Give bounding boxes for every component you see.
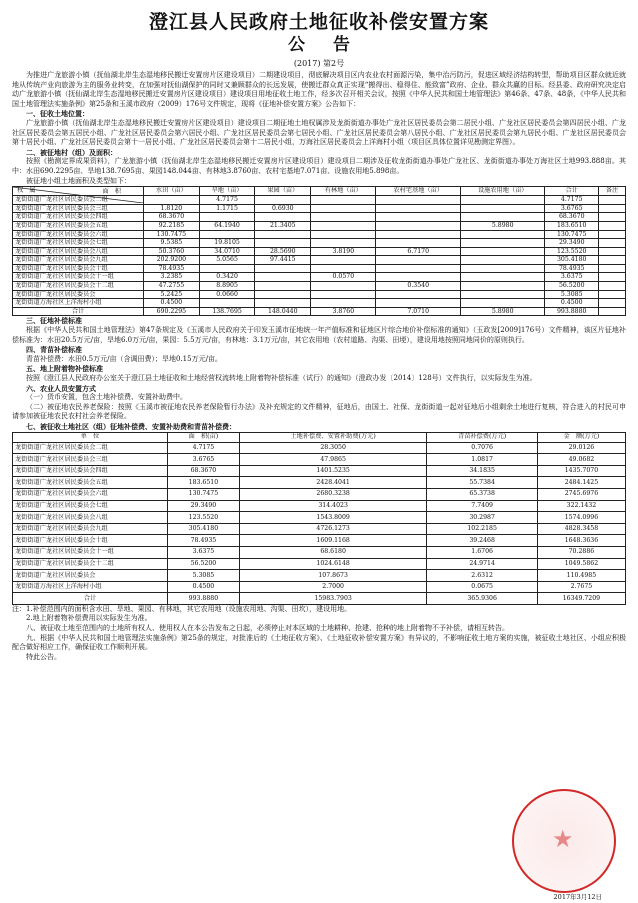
section-2-title: 二、被征地村（组）及面积：: [26, 147, 117, 157]
row-unit-name: 合计: [13, 593, 168, 605]
col-header: 青苗补偿费(万元): [427, 432, 537, 442]
row-unit-name: 龙街街道万海社区上洋海村小组: [13, 299, 144, 308]
table-cell: [599, 196, 626, 205]
table-cell: 1609.1168: [239, 535, 427, 547]
section-4-title: 四、青苗补偿标准: [26, 345, 82, 355]
table-cell: 29.3490: [168, 500, 240, 512]
header-area-label: 面 积: [102, 188, 121, 196]
table-row: [13, 477, 626, 489]
table-cell: [460, 196, 545, 205]
land-area-table-body: [13, 196, 626, 316]
table-row: [13, 290, 626, 299]
table-cell: [255, 213, 311, 222]
row-unit-name: 龙街街道广龙社区居民委员会五组: [13, 477, 168, 489]
table-cell: [599, 247, 626, 256]
table-cell: [460, 230, 545, 239]
table-cell: 29.3490: [545, 239, 599, 248]
table-cell: [255, 299, 311, 308]
table-cell: 3.8190: [311, 247, 376, 256]
table-row: [13, 256, 626, 265]
table-cell: [376, 213, 461, 222]
table-cell: [460, 256, 545, 265]
table-cell: 15983.7903: [239, 593, 427, 605]
table-row: [13, 273, 626, 282]
table-row: [13, 264, 626, 273]
table-cell: 183.6510: [168, 477, 240, 489]
table-cell: 70.2886: [537, 546, 625, 558]
table-cell: 322.1432: [537, 500, 625, 512]
table-cell: [255, 264, 311, 273]
table-cell: 0.6930: [255, 204, 311, 213]
land-area-table: [12, 186, 626, 316]
section-6-item: （一）货币安置，包含土地补偿费、安置补助费中。: [26, 393, 187, 402]
table-cell: 56.5200: [545, 282, 599, 291]
document-number: (2017) 第2号: [293, 59, 345, 68]
col-header: 金 额(万元): [537, 432, 625, 442]
table-cell: 993.8880: [545, 307, 599, 316]
col-header: 有林地（亩）: [311, 187, 376, 196]
row-unit-name: 龙街街道广龙社区居民委员会十组: [13, 535, 168, 547]
table-cell: [599, 264, 626, 273]
section-3-text: 根据《中华人民共和国土地管理法》第47条规定及《玉溪市人民政府关于印发玉溪市征地统一年产值标准和征地区片综合地价补偿标准的通知》（玉政发[2009]176号）文件精神，该区片征地补偿标准为：水田20.5万元/亩，旱地6.0万元/亩，果园：5.5万元/亩，有林地：3.1万元/亩，其它农用地（农村道路、沟渠、田埂），建设用地按照同地同价的原则执行。: [12, 326, 626, 344]
table-cell: 365.9306: [427, 593, 537, 605]
table-row: [13, 230, 626, 239]
table-cell: 305.4180: [168, 523, 240, 535]
table-cell: 202.9200: [144, 256, 200, 265]
table-cell: [599, 299, 626, 308]
table-cell: 0.0570: [311, 273, 376, 282]
table-cell: 50.3760: [144, 247, 200, 256]
table-cell: [376, 221, 461, 230]
row-unit-name: 龙街街道广龙社区居民委员会十一组: [13, 546, 168, 558]
table-cell: 7.0710: [376, 307, 461, 316]
table-cell: [460, 213, 545, 222]
table-cell: 0.3540: [376, 282, 461, 291]
table-cell: 138.7695: [199, 307, 255, 316]
table-cell: 5.8980: [460, 221, 545, 230]
table-cell: 1.0817: [427, 454, 537, 466]
col-header: 备注: [599, 187, 626, 196]
compensation-table-body: [13, 442, 626, 604]
table-cell: [599, 221, 626, 230]
table-cell: 305.4180: [545, 256, 599, 265]
row-unit-name: 龙街街道广龙社区居民委员会十二组: [13, 282, 144, 291]
table-cell: 68.6180: [239, 546, 427, 558]
table-cell: 5.2425: [144, 290, 200, 299]
table-row: [13, 535, 626, 547]
section-6-item: （二）被征地农民养老保险：按照《玉溪市被征地农民养老保险暂行办法》及补充规定的文件精神，征地后，由国土、社保、龙街街道一起对征地后小组剩余土地进行复核，符合进入的村民可申请参加被征地农民农村社会养老保险。: [12, 402, 626, 421]
section-5-title: 五、地上附着物补偿标准: [26, 364, 103, 374]
table-cell: 28.5690: [255, 247, 311, 256]
row-unit-name: 龙街街道广龙社区居民委员会六组: [13, 230, 144, 239]
table-cell: 1435.7070: [537, 465, 625, 477]
table-cell: 78.4935: [545, 264, 599, 273]
table-cell: [199, 299, 255, 308]
table-cell: [460, 239, 545, 248]
table-cell: [460, 264, 545, 273]
table-row: [13, 247, 626, 256]
table-cell: [311, 282, 376, 291]
table-cell: [460, 299, 545, 308]
table-cell: 3.6375: [168, 546, 240, 558]
table-cell: 47.2755: [144, 282, 200, 291]
table-cell: 0.4500: [545, 299, 599, 308]
table-cell: 29.0126: [537, 442, 625, 454]
table-cell: [311, 290, 376, 299]
table-cell: [599, 256, 626, 265]
table-cell: 24.9714: [427, 558, 537, 570]
table-cell: 1543.8009: [239, 512, 427, 524]
table-cell: 64.1940: [199, 221, 255, 230]
table-cell: 1401.5235: [239, 465, 427, 477]
table-cell: [255, 290, 311, 299]
table-cell: 4726.1273: [239, 523, 427, 535]
table-cell: 5.3085: [168, 570, 240, 582]
row-unit-name: 龙街街道广龙社区居民委员会二组: [13, 196, 144, 205]
table-row: [13, 299, 626, 308]
row-unit-name: 龙街街道广龙社区居民委员会三组: [13, 454, 168, 466]
table-cell: [599, 307, 626, 316]
table-cell: 39.2468: [427, 535, 537, 547]
table-cell: [376, 299, 461, 308]
table-header-row: [13, 432, 626, 442]
table-row: [13, 488, 626, 500]
table-cell: 3.8760: [311, 307, 376, 316]
table-cell: [311, 204, 376, 213]
table-cell: [460, 282, 545, 291]
table-cell: 2.7675: [537, 581, 625, 593]
table-cell: 0.4500: [168, 581, 240, 593]
table-cell: 16349.7209: [537, 593, 625, 605]
table-row: [13, 465, 626, 477]
table-cell: 1.6706: [427, 546, 537, 558]
section-5-text: 按照《澄江县人民政府办公室关于澄江县土地征收和土地经营权流转地上附着物补偿标准（试行）的通知》（澄政办发〔2014〕128号）文件执行，以实际发生为准。: [26, 374, 537, 382]
row-unit-name: 龙街街道广龙社区居民委员会: [13, 290, 144, 299]
table-cell: [376, 196, 461, 205]
table-cell: [599, 230, 626, 239]
table-cell: 123.5520: [168, 512, 240, 524]
table-cell: 102.2185: [427, 523, 537, 535]
table-row: [13, 213, 626, 222]
table-cell: [599, 213, 626, 222]
table-cell: [144, 196, 200, 205]
table-cell: 3.6375: [545, 273, 599, 282]
table-header-row: [13, 187, 626, 196]
table-cell: 993.8880: [168, 593, 240, 605]
table-cell: [376, 290, 461, 299]
table-cell: 68.3670: [168, 465, 240, 477]
section-2-text: 按照《勘测定界成果资料》，广龙旅游小镇（抚仙湖北岸生态湿地移民搬迁安置房片区建设项目）建设项目二期涉及征收龙街街道办事处广龙社区、龙街街道办事处万海社区土地993.888亩。其中：水田690.2295亩、旱地138.7695亩、果园148.044亩、有林地3.8760亩、农村宅基地7.071亩、设施农用地5.898亩。: [12, 157, 626, 175]
table-row: [13, 546, 626, 558]
table-cell: 4.7175: [199, 196, 255, 205]
table-cell: 1648.3636: [537, 535, 625, 547]
table-cell: 1024.6148: [239, 558, 427, 570]
table-cell: [376, 256, 461, 265]
table-cell: 55.7384: [427, 477, 537, 489]
note-line: 特此公告。: [12, 652, 61, 661]
table-cell: [460, 247, 545, 256]
table-1-caption: 被征地小组土地面积及类型如下：: [26, 176, 131, 185]
row-unit-name: 龙街街道广龙社区居民委员会九组: [13, 256, 144, 265]
table-cell: [255, 239, 311, 248]
table-cell: [460, 290, 545, 299]
table-cell: [376, 264, 461, 273]
section-7-title: 七、被征收土地社区（组）征地补偿费、安置补助费和青苗补偿费：: [26, 421, 236, 431]
row-unit-name: 龙街街道广龙社区居民委员会八组: [13, 512, 168, 524]
section-6-title: 六、农业人员安置方式: [26, 383, 96, 393]
table-cell: 4828.3458: [537, 523, 625, 535]
table-cell: [311, 299, 376, 308]
table-cell: [311, 213, 376, 222]
intro-paragraph: 为推进广龙旅游小镇（抚仙湖北岸生态湿地移民搬迁安置房片区建设项目）二期建设项目，彻底解决项目区内农业农村面源污染，集中治污防污，促进区域经济结构转型，帮助项目区群众就近就地从传统产业向旅游为主的服务业转变，在加强对抚仙湖保护的同时又兼顾群众的长远发展，使搬迁群众真正实现“搬得出、稳得住、能致富”政府、企业、群众共赢的目标。经县委、政府研究决定启动广龙旅游小镇（抚仙湖北岸生态湿地移民搬迁安置房片区建设项目）建设项目用地征收土地工作，经多次召开相关会议，按照《中华人民共和国土地管理法》第46条、47条、48条，《中华人民共和国土地管理法实施条例》第25条和玉溪市政府（2009）176号文件规定，现将《征地补偿安置方案》公告如下：: [12, 71, 626, 108]
row-unit-name: 龙街街道广龙社区居民委员会八组: [13, 247, 144, 256]
table-cell: [376, 230, 461, 239]
table-row: [13, 221, 626, 230]
col-header: 果园（亩）: [255, 187, 311, 196]
table-cell: [599, 239, 626, 248]
row-unit-name: 龙街街道广龙社区居民委员会九组: [13, 523, 168, 535]
table-cell: 3.6765: [545, 204, 599, 213]
table-cell: 34.0710: [199, 247, 255, 256]
table-row: [13, 454, 626, 466]
section-1-title: 一、征收土地位置：: [26, 109, 89, 119]
table-cell: 1.8120: [144, 204, 200, 213]
notes-block: [12, 605, 626, 663]
row-unit-name: 龙街街道广龙社区居民委员会七组: [13, 239, 144, 248]
table-cell: 65.3738: [427, 488, 537, 500]
row-unit-name: 龙街街道广龙社区居民委员会六组: [13, 488, 168, 500]
page-title: 澄江县人民政府土地征收补偿安置方案: [148, 11, 489, 33]
table-cell: 2680.3238: [239, 488, 427, 500]
row-unit-name: 龙街街道万海社区上洋海村小组: [13, 581, 168, 593]
note-line: 2.地上附着物补偿费用以实际发生为准。: [12, 614, 152, 623]
row-unit-name: 龙街街道广龙社区居民委员会四组: [13, 213, 144, 222]
row-unit-name: 龙街街道广龙社区居民委员会十二组: [13, 558, 168, 570]
table-cell: [255, 230, 311, 239]
table-cell: 56.5200: [168, 558, 240, 570]
row-unit-name: 龙街街道广龙社区居民委员会十组: [13, 264, 144, 273]
table-cell: [255, 273, 311, 282]
table-row: [13, 239, 626, 248]
seal-star-icon: ★: [552, 825, 574, 853]
row-unit-name: 龙街街道广龙社区居民委员会四组: [13, 465, 168, 477]
table-cell: 5.8980: [460, 307, 545, 316]
table-cell: [376, 239, 461, 248]
table-cell: 690.2295: [144, 307, 200, 316]
table-cell: 1.1715: [199, 204, 255, 213]
row-unit-name: 龙街街道广龙社区居民委员会十一组: [13, 273, 144, 282]
table-cell: 123.5520: [545, 247, 599, 256]
page-subtitle: 公告: [288, 35, 378, 55]
table-cell: [599, 273, 626, 282]
header-owner-label: 权 属: [17, 186, 36, 194]
table-cell: 130.7475: [144, 230, 200, 239]
table-row: [13, 442, 626, 454]
table-cell: 0.3420: [199, 273, 255, 282]
table-cell: 78.4935: [144, 264, 200, 273]
table-cell: [311, 256, 376, 265]
table-cell: [255, 282, 311, 291]
row-unit-name: 龙街街道广龙社区居民委员会二组: [13, 442, 168, 454]
table-cell: 3.6765: [168, 454, 240, 466]
row-unit-name: 龙街街道广龙社区居民委员会: [13, 570, 168, 582]
table-cell: [199, 213, 255, 222]
table-row: [13, 558, 626, 570]
table-cell: 92.2185: [144, 221, 200, 230]
table-cell: [311, 230, 376, 239]
table-cell: [311, 196, 376, 205]
table-cell: [311, 239, 376, 248]
table-row: [13, 307, 626, 316]
table-cell: 2484.1425: [537, 477, 625, 489]
col-header: 农村宅基地（亩）: [376, 187, 461, 196]
table-row: [13, 204, 626, 213]
table-cell: 9.5385: [144, 239, 200, 248]
table-cell: [255, 196, 311, 205]
table-cell: 107.8673: [239, 570, 427, 582]
table-cell: [199, 230, 255, 239]
table-row: [13, 282, 626, 291]
table-cell: 0.0675: [427, 581, 537, 593]
table-cell: [376, 204, 461, 213]
table-row: [13, 593, 626, 605]
table-cell: [460, 273, 545, 282]
col-header: 设施农用地（亩）: [460, 187, 545, 196]
table-cell: 4.7175: [168, 442, 240, 454]
table-cell: 28.3050: [239, 442, 427, 454]
header-corner-cell: [13, 187, 144, 196]
compensation-table: [12, 432, 626, 605]
table-cell: [599, 204, 626, 213]
table-cell: 68.3670: [144, 213, 200, 222]
col-header: 单 位: [13, 432, 168, 442]
table-cell: 130.7475: [545, 230, 599, 239]
col-header: 土地补偿费、安置补助费(万元): [239, 432, 427, 442]
table-cell: 0.4500: [144, 299, 200, 308]
row-unit-name: 龙街街道广龙社区居民委员会七组: [13, 500, 168, 512]
table-cell: [311, 264, 376, 273]
table-cell: 1574.0996: [537, 512, 625, 524]
table-row: [13, 523, 626, 535]
table-cell: 7.7409: [427, 500, 537, 512]
section-4-text: 青苗补偿费：水田0.5万元/亩（含调田费）；旱地0.15万元/亩。: [26, 354, 222, 363]
table-cell: 5.0565: [199, 256, 255, 265]
table-cell: 4.7175: [545, 196, 599, 205]
table-cell: 0.7076: [427, 442, 537, 454]
table-cell: 1049.5862: [537, 558, 625, 570]
table-cell: 19.8105: [199, 239, 255, 248]
table-cell: 3.2385: [144, 273, 200, 282]
note-line: 注：1.补偿范围内的面积含水田、旱地、果园、有林地，其它农用地（设施农用地、沟渠、田坎），建设用地。: [12, 604, 352, 613]
table-cell: 78.4935: [168, 535, 240, 547]
table-cell: [199, 264, 255, 273]
table-cell: [311, 221, 376, 230]
table-cell: 148.0440: [255, 307, 311, 316]
table-cell: 2.7000: [239, 581, 427, 593]
note-line: 八、被征收土地至范围内的土地所有权人、使用权人在本公告发布之日起，必须停止对本区域的土地耕种、抢建、抢种的地上附着物不予补偿，请相互转告。: [12, 624, 509, 633]
col-header: 水田（亩）: [144, 187, 200, 196]
col-header: 面 积(亩): [168, 432, 240, 442]
table-cell: 130.7475: [168, 488, 240, 500]
table-cell: 30.2987: [427, 512, 537, 524]
table-cell: 0.0660: [199, 290, 255, 299]
table-cell: 2745.6976: [537, 488, 625, 500]
table-row: [13, 512, 626, 524]
issue-date: 2017年3月12日: [553, 893, 602, 901]
note-line: 九、根据《中华人民共和国土地管理法实施条例》第25条的规定，对批准后的《土地征收方案》、《土地征收补偿安置方案》有异议的，不影响征收土地方案的实施，被征收土地社区、小组应积极配合做好相应工作，确保征收工作顺利开展。: [12, 633, 626, 652]
table-cell: 34.1835: [427, 465, 537, 477]
table-cell: 314.4023: [239, 500, 427, 512]
table-cell: [460, 204, 545, 213]
official-seal: [512, 789, 616, 893]
table-cell: [599, 282, 626, 291]
table-cell: 68.3670: [545, 213, 599, 222]
table-cell: 183.6510: [545, 221, 599, 230]
table-cell: 21.3405: [255, 221, 311, 230]
table-cell: 8.8905: [199, 282, 255, 291]
row-unit-name: 龙街街道广龙社区居民委员会三组: [13, 204, 144, 213]
col-header: 合计: [545, 187, 599, 196]
table-row: [13, 500, 626, 512]
col-header: 旱地（亩）: [199, 187, 255, 196]
table-row: [13, 581, 626, 593]
table-cell: 5.3085: [545, 290, 599, 299]
table-cell: 97.4415: [255, 256, 311, 265]
section-3-title: 三、征地补偿标准: [26, 316, 82, 326]
table-cell: 47.9865: [239, 454, 427, 466]
table-cell: 2.6312: [427, 570, 537, 582]
table-cell: 6.7170: [376, 247, 461, 256]
row-unit-name: 龙街街道广龙社区居民委员会五组: [13, 221, 144, 230]
table-cell: [376, 273, 461, 282]
section-1-text: 广龙旅游小镇（抚仙湖北岸生态湿地移民搬迁安置房片区建设项目）建设项目二期征地土地权属涉及龙街街道办事处广龙社区居民委员会第二居民小组、广龙社区居民委员会第四居民小组、广龙社区居民委员会第五居民小组、广龙社区居民委员会第六居民小组、广龙社区居民委员会第七居民小组、广龙社区居民委员会第八居民小组、广龙社区居民委员会第九居民小组、广龙社区居民委员会第十居民小组、广龙社区居民委员会第十一居民小组、广龙社区居民委员会第十二居民小组，万海社区居民委员会上洋海村小组（项目区具体位置详见勘测定界图）。: [12, 118, 626, 147]
table-cell: 2428.4041: [239, 477, 427, 489]
table-row: [13, 570, 626, 582]
row-unit-name: 合计: [13, 307, 144, 316]
table-cell: 110.4985: [537, 570, 625, 582]
table-cell: [599, 290, 626, 299]
table-cell: 49.0682: [537, 454, 625, 466]
